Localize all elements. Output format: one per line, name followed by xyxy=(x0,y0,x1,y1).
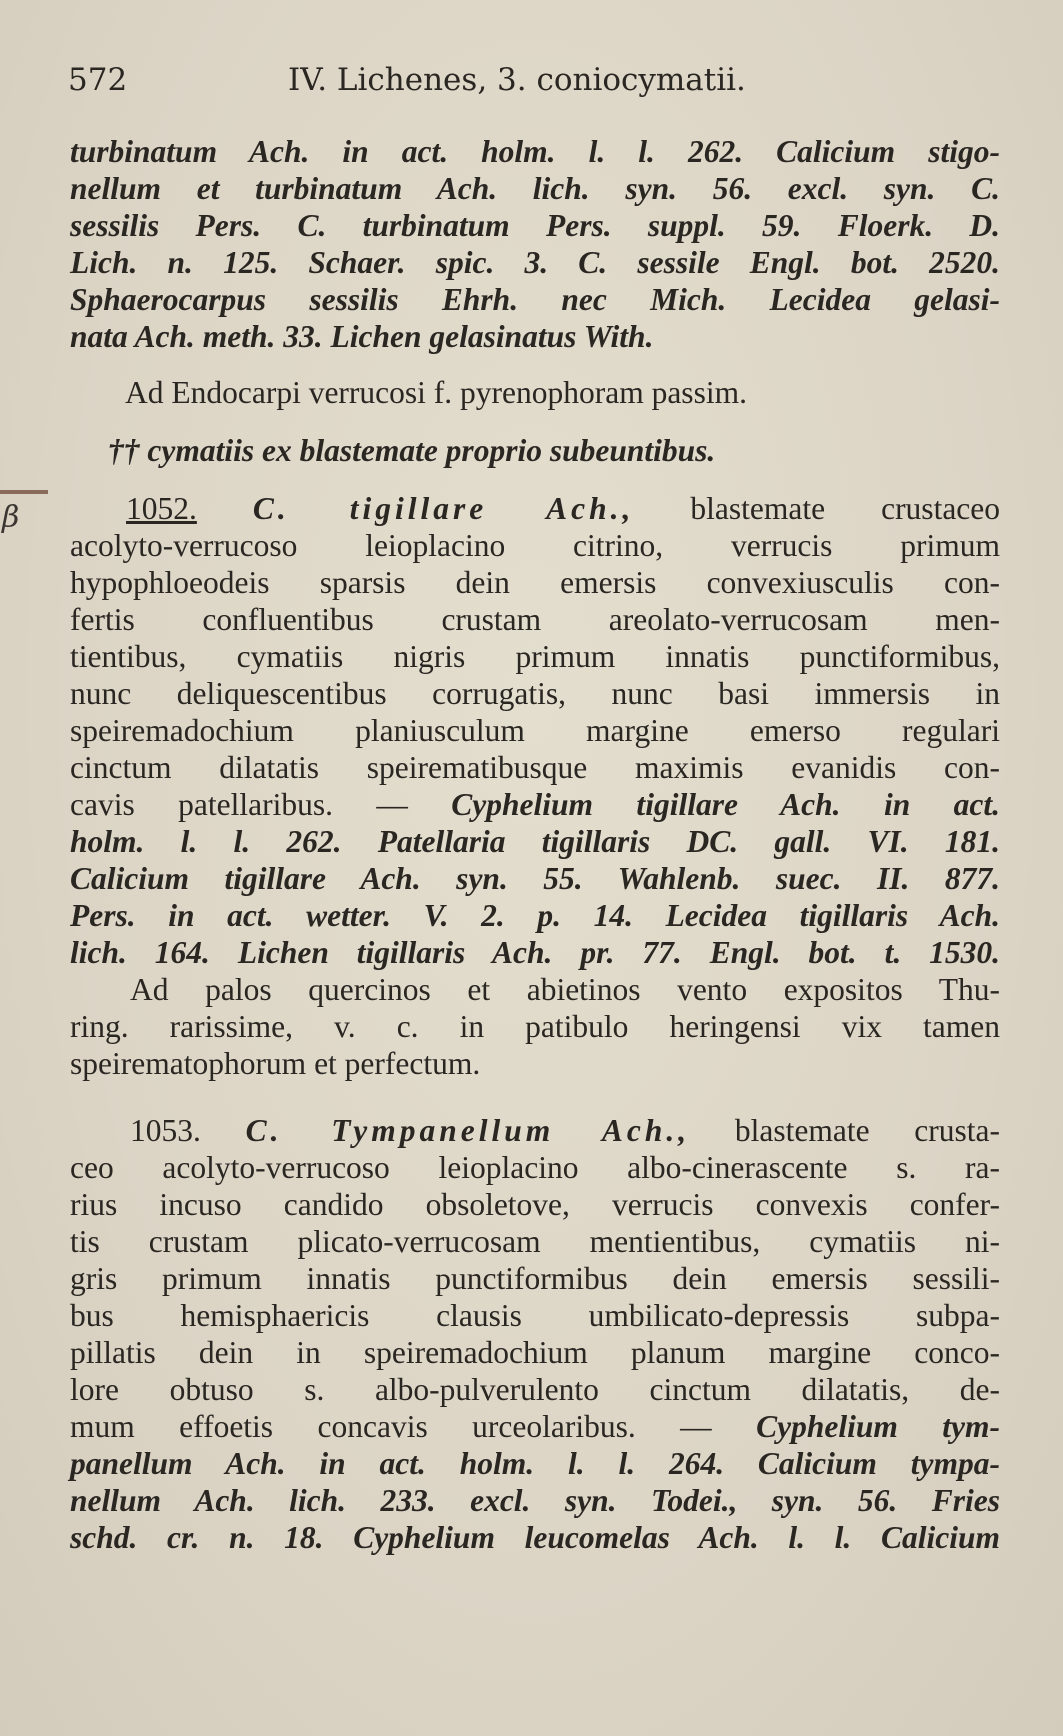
entry-number: 1053. xyxy=(130,1113,201,1148)
text-line: sessilis Pers. C. turbinatum Pers. suppl. 59. Floerk. D. xyxy=(70,208,1000,243)
text-line: nellum et turbinatum Ach. lich. syn. 56. excl. syn. C. xyxy=(70,171,1000,206)
page-number: 572 xyxy=(68,62,128,98)
synonymy-text: Cyphelium tigillare Ach. in act. xyxy=(451,787,1000,822)
text-line: pillatis dein in speiremadochium planum margine conco- xyxy=(70,1335,1000,1370)
entry-1052 xyxy=(70,490,1000,1082)
text-line: cinctum dilatatis speirematibusque maximis evanidis con- xyxy=(70,750,1000,785)
text-line: ceo acolyto-verrucoso leioplacino albo-cinerascente s. ra- xyxy=(70,1150,1000,1185)
text-line: gris primum innatis punctiformibus dein emersis sessili- xyxy=(70,1261,1000,1296)
synonymy-line: lich. 164. Lichen tigillaris Ach. pr. 77. Engl. bot. t. 1530. xyxy=(70,935,1000,970)
entry-first-line xyxy=(70,1112,1000,1149)
synonymy-line: holm. l. l. 262. Patellaria tigillaris DC. gall. VI. 181. xyxy=(70,824,1000,859)
text-line xyxy=(70,1408,1000,1445)
margin-mark-line xyxy=(0,490,48,494)
entry-first-line xyxy=(70,490,1000,527)
entry-1053 xyxy=(70,1112,1000,1556)
description-text: blastemate crustaceo xyxy=(690,491,1001,526)
text-line: bus hemisphaericis clausis umbilicato-depressis subpa- xyxy=(70,1298,1000,1333)
text-line xyxy=(70,786,1000,823)
habitat-line: ring. rarissime, v. c. in patibulo heringensi vix tamen xyxy=(70,1009,1000,1044)
synonymy-line: schd. cr. n. 18. Cyphelium leucomelas Ach. l. l. Calicium xyxy=(70,1520,1000,1555)
species-name: C. Tympanellum Ach., xyxy=(245,1113,691,1148)
page-header xyxy=(68,62,746,98)
description-text: cavis patellaribus. — xyxy=(70,787,408,822)
entry-number: 1052. xyxy=(126,491,197,526)
synonymy-line: Calicium tigillare Ach. syn. 55. Wahlenb. suec. II. 877. xyxy=(70,861,1000,896)
text-line: tis crustam plicato-verrucosam mentientibus, cymatiis ni- xyxy=(70,1224,1000,1259)
synonymy-text: Cyphelium tym- xyxy=(756,1409,1001,1444)
habitat-line: speirematophorum et perfectum. xyxy=(70,1046,481,1081)
description-text: blastemate crusta- xyxy=(734,1113,1000,1148)
synonymy-line: nellum Ach. lich. 233. excl. syn. Todei., syn. 56. Fries xyxy=(70,1483,1000,1518)
text-line: turbinatum Ach. in act. holm. l. l. 262. Calicium stigo- xyxy=(70,134,1000,169)
text-line: speiremadochium planiusculum margine emerso regulari xyxy=(70,713,1000,748)
habitat-line: Ad palos quercinos et abietinos vento expositos Thu- xyxy=(130,972,1000,1007)
habitat-line: Ad Endocarpi verrucosi f. pyrenophoram passim. xyxy=(125,375,747,410)
description-text: mum effoetis concavis urceolaribus. — xyxy=(70,1409,712,1444)
habitat-block-1 xyxy=(125,374,945,411)
text-line: rius incuso candido obsoletove, verrucis convexis confer- xyxy=(70,1187,1000,1222)
text-line: Sphaerocarpus sessilis Ehrh. nec Mich. Lecidea gelasi- xyxy=(70,282,1000,317)
text-line: tientibus, cymatiis nigris primum innatis punctiformibus, xyxy=(70,639,1000,674)
synonymy-line: panellum Ach. in act. holm. l. l. 264. Calicium tympa- xyxy=(70,1446,1000,1481)
synonymy-line: Pers. in act. wetter. V. 2. p. 14. Lecidea tigillaris Ach. xyxy=(70,898,1000,933)
section-heading: †† cymatiis ex blastemate proprio subeuntibus. xyxy=(108,433,716,468)
running-title: IV. Lichenes, 3. coniocymatii. xyxy=(288,62,746,98)
text-line: hypophloeodeis sparsis dein emersis convexiusculis con- xyxy=(70,565,1000,600)
text-line: fertis confluentibus crustam areolato-verrucosam men- xyxy=(70,602,1000,637)
text-line: acolyto-verrucoso leioplacino citrino, verrucis primum xyxy=(70,528,1000,563)
text-line: nata Ach. meth. 33. Lichen gelasinatus With. xyxy=(70,319,654,354)
synonymy-block-1 xyxy=(70,133,1000,355)
margin-annotation: β xyxy=(2,500,20,535)
text-line: nunc deliquescentibus corrugatis, nunc basi immersis in xyxy=(70,676,1000,711)
text-line: Lich. n. 125. Schaer. spic. 3. C. sessile Engl. bot. 2520. xyxy=(70,245,1000,280)
text-line: lore obtuso s. albo-pulverulento cinctum dilatatis, de- xyxy=(70,1372,1000,1407)
species-name: C. tigillare Ach., xyxy=(252,491,635,526)
